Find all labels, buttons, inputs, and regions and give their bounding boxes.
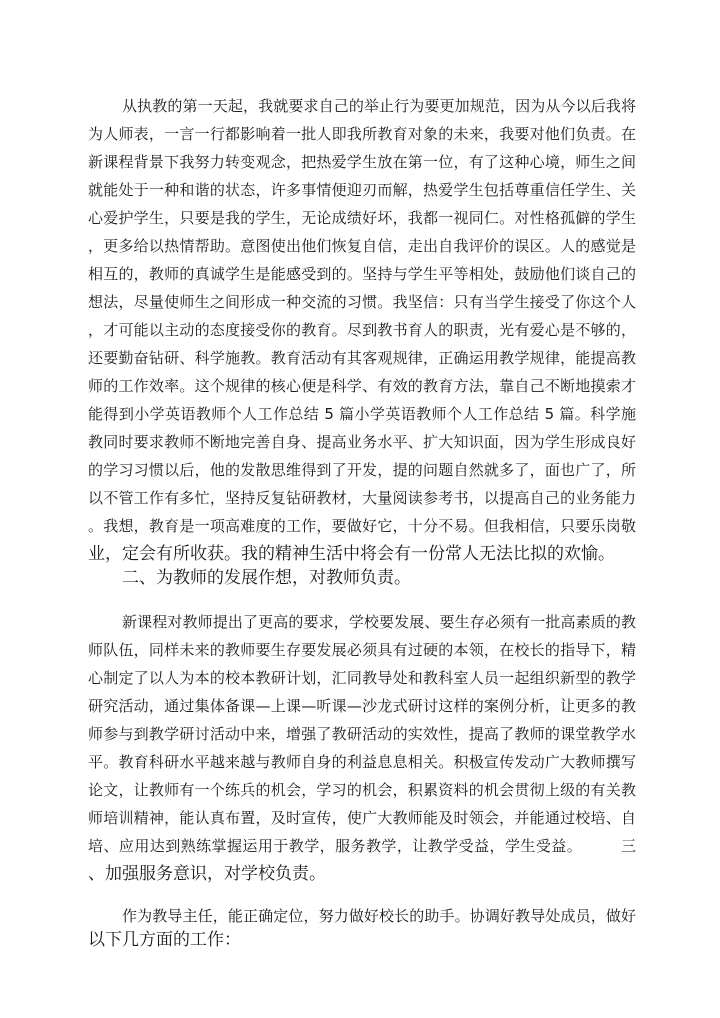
paragraph-line: 平。教育科研水平越来越与教师自身的利益息息相关。积极宣传发动广大教师撰写 [88,753,636,771]
paragraph-line: 作为教导主任，能正确定位，努力做好校长的助手。协调好教导处成员，做好 [122,907,636,925]
paragraph-line: 师的工作效率。这个规律的核心便是科学、有效的教育方法，靠自己不断地摸索才 [88,377,636,395]
paragraph-line: ，才可能以主动的态度接受你的教育。尽到教书育人的职责，光有爱心是不够的， [88,321,636,339]
paragraph-line: 心制定了以人为本的校本教研计划，汇同教导处和教科室人员一起组织新型的教学 [88,669,636,687]
paragraph-line: 论文，让教师有一个练兵的机会，学习的机会，积累资料的机会贯彻上级的有关教 [88,781,636,799]
paragraph-line: ，更多给以热情帮助。意图使出他们恢复自信，走出自我评价的误区。人的感觉是 [88,237,636,255]
paragraph-line: 教同时要求教师不断地完善自身、提高业务水平、扩大知识面，因为学生形成良好 [88,433,636,451]
paragraph-line: 、加强服务意识，对学校负责。 [88,864,326,884]
paragraph-line: 心爱护学生，只要是我的学生，无论成绩好坏，我都一视同仁。对性格孤僻的学生 [88,209,636,227]
paragraph-line: 相互的，教师的真诚学生是能感受到的。坚持与学生平等相处，鼓励他们谈自己的 [88,265,636,283]
paragraph-line: 新课程对教师提出了更高的要求，学校要发展、要生存必须有一批高素质的教 [122,613,636,631]
paragraph-line: 能得到小学英语教师个人工作总结 5 篇小学英语教师个人工作总结 5 篇。科学施 [88,405,636,423]
paragraph-line: 师参与到教学研讨活动中来，增强了教研活动的实效性，提高了教师的课堂教学水 [88,725,636,743]
paragraph-line: 新课程背景下我努力转变观念，把热爱学生放在第一位，有了这种心境，师生之间 [88,153,636,171]
paragraph-line: 业，定会有所收获。我的精神生活中将会有一份常人无法比拟的欢愉。 [88,544,615,564]
paragraph-line: 。我想，教育是一项高难度的工作，要做好它，十分不易。但我相信，只要乐岗敬 [88,517,636,535]
paragraph-line: 培、应用达到熟练掌握运用于教学，服务教学，让教学受益，学生受益。 三 [88,837,636,855]
paragraph-line: 师队伍，同样未来的教师要生存要发展必须具有过硬的本领，在校长的指导下，精 [88,641,636,659]
paragraph-line: 想法，尽量使师生之间形成一种交流的习惯。我坚信：只有当学生接受了你这个人 [88,293,636,311]
paragraph-line: 以不管工作有多忙，坚持反复钻研教材，大量阅读参考书，以提高自己的业务能力 [88,489,636,507]
paragraph-line: 为人师表，一言一行都影响着一批人即我所教育对象的未来，我要对他们负责。在 [88,125,636,143]
paragraph-line: 师培训精神，能认真布置，及时宣传，使广大教师能及时领会，并能通过校培、自 [88,809,636,827]
paragraph-line: 研究活动，通过集体备课—上课—听课—沙龙式研讨这样的案例分析，让更多的教 [88,697,636,715]
paragraph-line: 还要勤奋钻研、科学施教。教育活动有其客观规律，正确运用教学规律，能提高教 [88,349,636,367]
paragraph-line: 从执教的第一天起，我就要求自己的举止行为要更加规范，因为从今以后我将 [122,97,636,115]
paragraph-line: 的学习习惯以后，他的发散思维得到了开发，提的问题自然就多了，面也广了，所 [88,461,636,479]
section-heading: 二、为教师的发展作想，对教师负责。 [122,568,411,588]
paragraph-line: 就能处于一种和谐的状态，许多事情便迎刃而解，热爱学生包括尊重信任学生、关 [88,181,636,199]
paragraph-line: 以下几方面的工作： [88,930,241,950]
